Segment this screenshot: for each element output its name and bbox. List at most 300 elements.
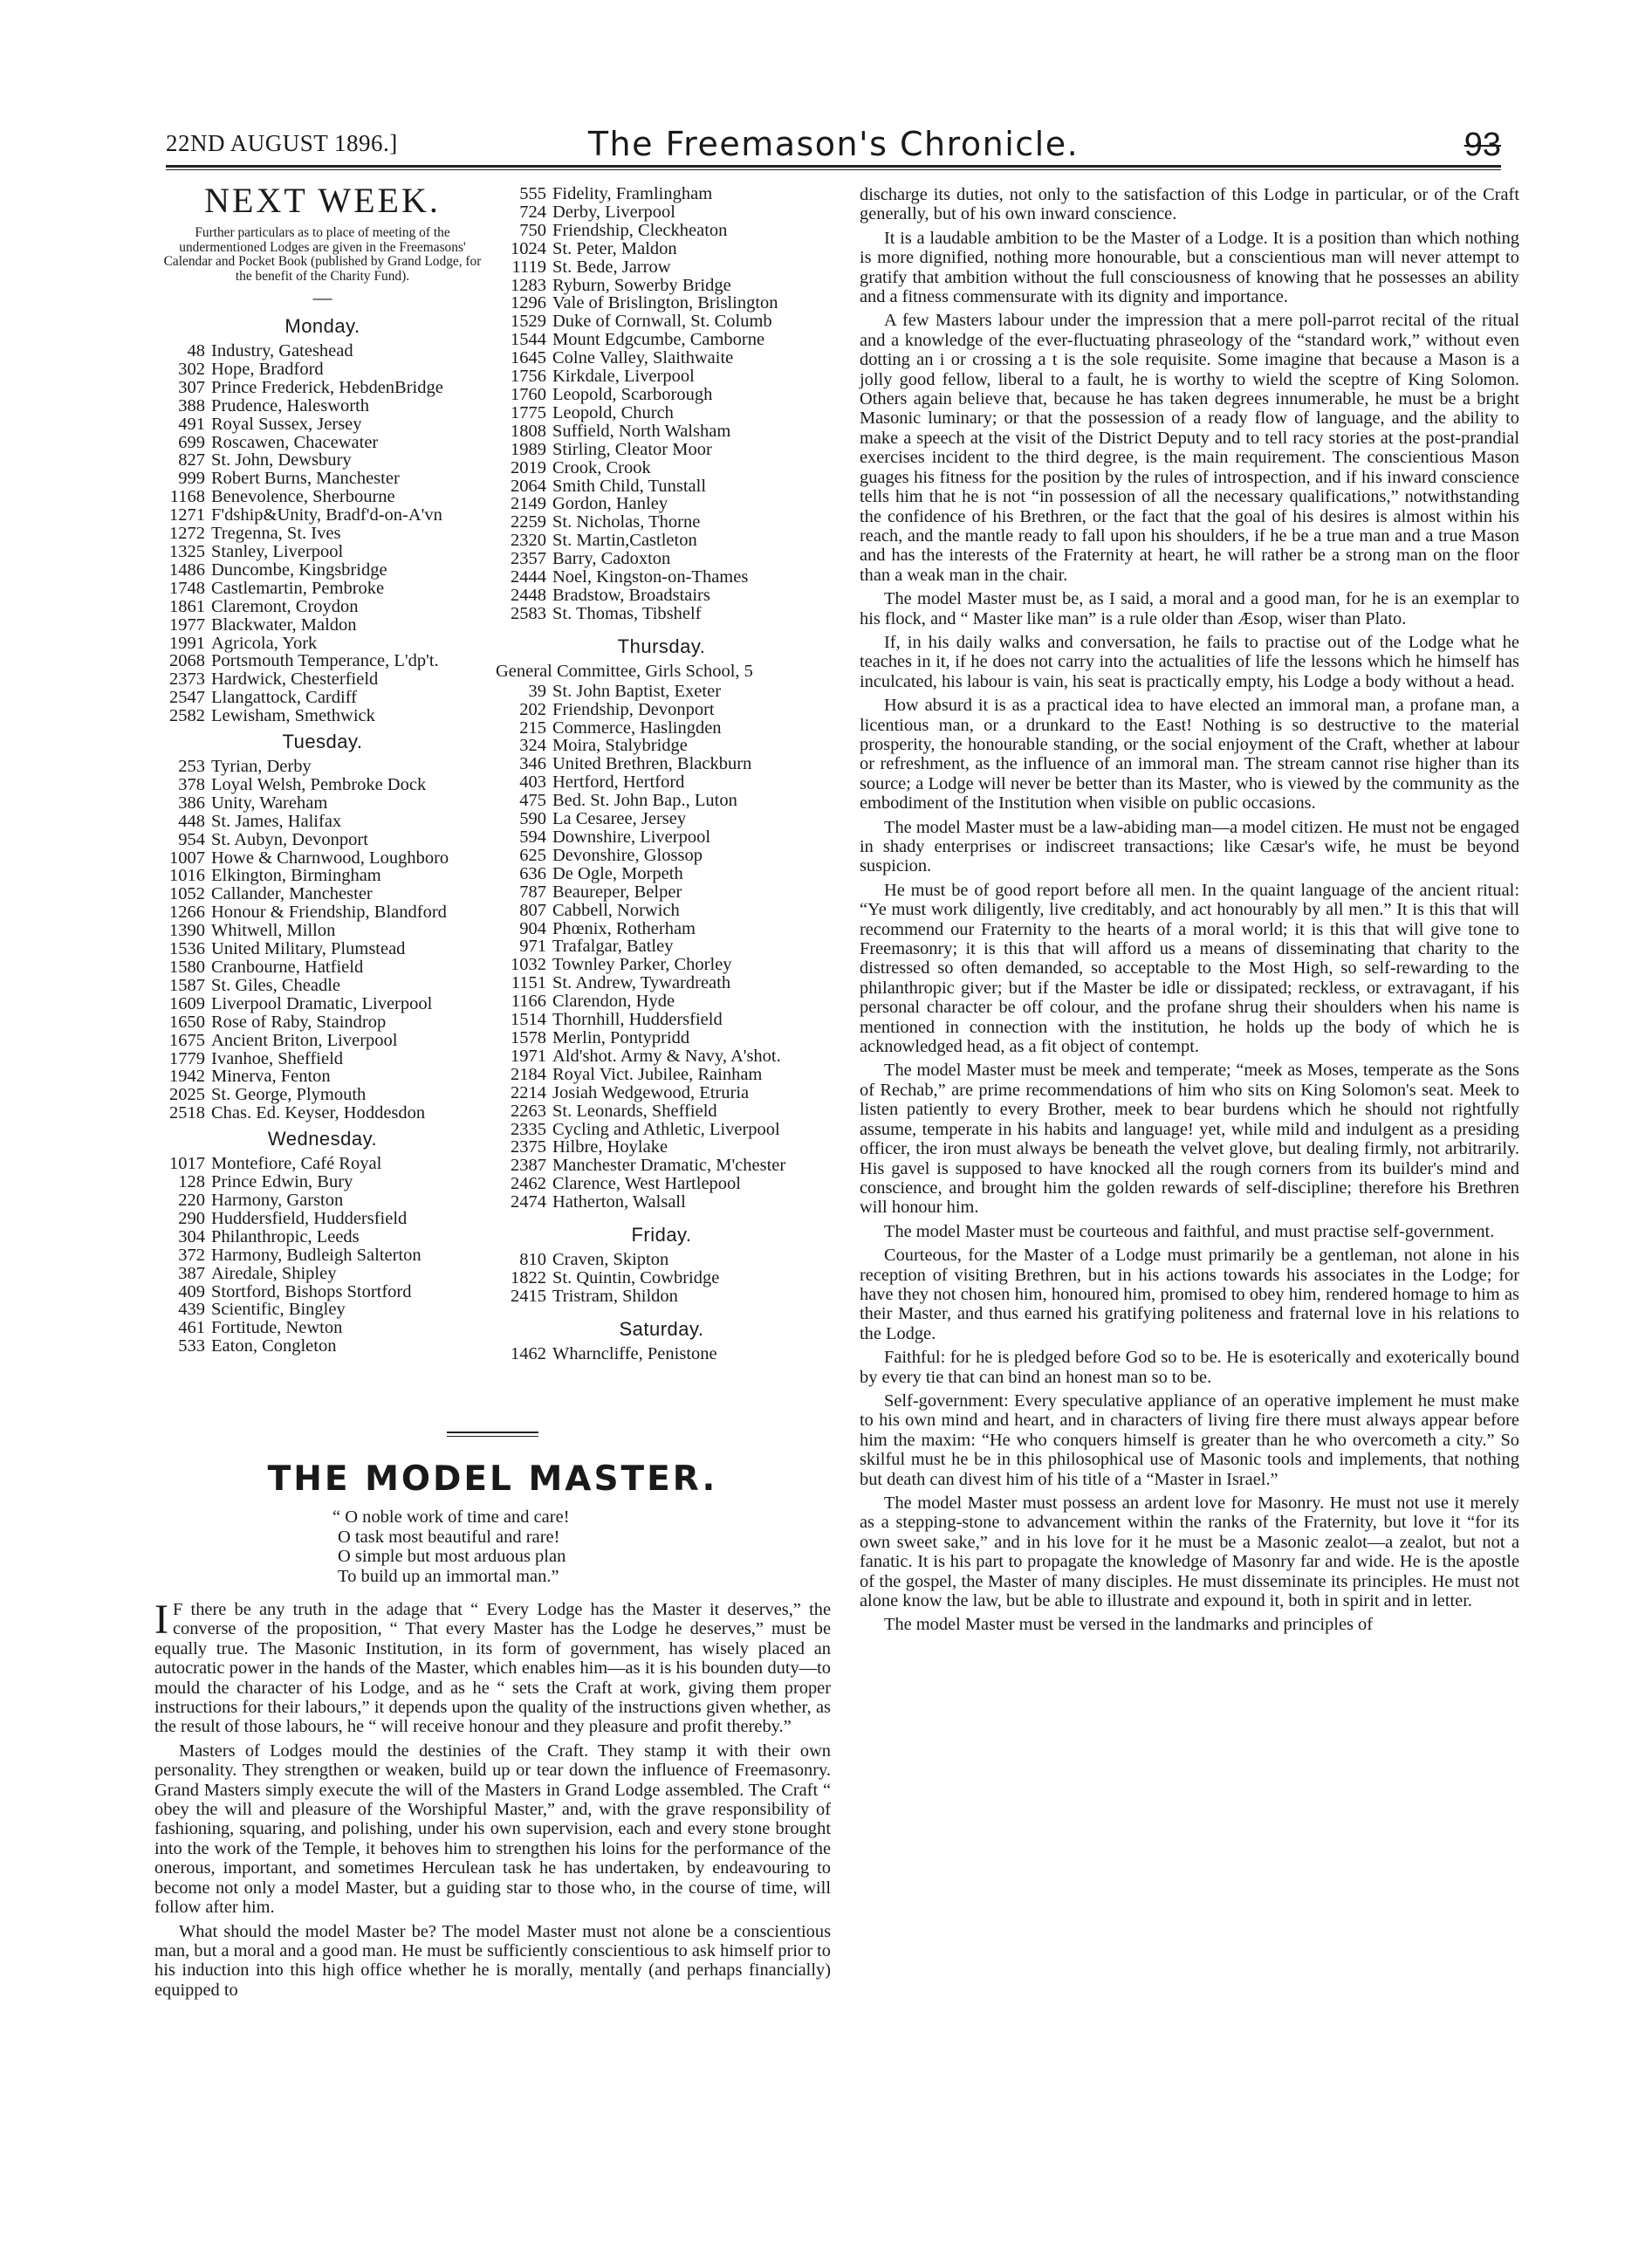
lodge-number: 475 (519, 791, 546, 811)
article-paragraph: If, in his daily walks and conversation, he fails to practise out of the Lodge what he teaches in it, if he does not carry into the actualities of life the lessons which he himself has inculcated, his labour is vain, his seat is practically empty, his Lodge a body without a head. (860, 632, 1519, 691)
lodge-number: 2335 (511, 1119, 546, 1139)
lodge-name: United Military, Plumstead (211, 939, 406, 959)
lodge-entry (496, 810, 827, 828)
lodge-number: 202 (519, 699, 546, 719)
lodge-number: 807 (519, 900, 546, 920)
article-title: THE MODEL MASTER. (267, 1459, 718, 1499)
lodge-name: Leopold, Church (552, 402, 674, 422)
lodge-name: Gordon, Hanley (552, 494, 668, 514)
lodge-entry (154, 506, 490, 525)
lodge-name: Stanley, Liverpool (211, 541, 344, 561)
lodge-number: 1989 (511, 439, 546, 459)
lodge-entry (154, 1068, 490, 1086)
lodge-entry (154, 1319, 490, 1337)
lodge-name: St. Nicholas, Thorne (552, 512, 701, 532)
lodge-number: 1017 (169, 1154, 205, 1174)
lodge-number: 2444 (511, 567, 546, 587)
lodge-entry (496, 992, 827, 1011)
lodge-name: Ryburn, Sowerby Bridge (552, 275, 731, 295)
lodge-entry (496, 792, 827, 810)
lodge-name: Liverpool Dramatic, Liverpool (211, 993, 433, 1013)
lodge-number: 810 (519, 1250, 546, 1270)
lodge-entry (154, 635, 490, 653)
lodge-name: St. Thomas, Tibshelf (552, 603, 702, 623)
lodge-number: 1609 (169, 993, 205, 1013)
lodge-entry (154, 867, 490, 885)
lodge-number: 2214 (511, 1082, 546, 1102)
lodge-entry (154, 1173, 490, 1191)
day-heading-thursday: Thursday. (617, 635, 706, 657)
lodge-number: 1536 (169, 939, 205, 959)
lodge-number: 1756 (511, 367, 546, 387)
lodge-name: Harmony, Garston (211, 1190, 344, 1210)
day-heading-monday: Monday. (284, 315, 360, 337)
lodge-number: 2375 (511, 1137, 546, 1157)
lodge-entry (154, 580, 490, 598)
lodge-name: St. Bede, Jarrow (552, 257, 671, 277)
lodge-name: Cycling and Athletic, Liverpool (552, 1119, 780, 1139)
lodge-name: Stirling, Cleator Moor (552, 439, 712, 459)
lodge-entry (496, 331, 827, 349)
lodge-name: Hertford, Hertford (552, 772, 685, 793)
lodge-number: 2263 (511, 1101, 546, 1121)
lodge-entry (154, 1086, 490, 1104)
lodge-number: 2582 (169, 706, 205, 726)
article-paragraph: The model Master must be a law-abiding man—a model citizen. He must not be engaged in shady enterprises or indiscreet transactions; like Cæsar's wife, he must be beyond suspicion. (860, 817, 1519, 876)
lodge-entry (496, 605, 827, 623)
article-right (860, 185, 1519, 1639)
lodge-entry (154, 813, 490, 831)
lodge-name: St. Martin,Castleton (552, 531, 697, 551)
article-paragraph: How absurd it is as a practical idea to have elected an immoral man, a profane man, a licentious man, or a drunkard to the East! Nothing is so destructive to the material prosperity, the honourable standing, or the social enjoyment of the Craft, whether at labour or refreshment, as the influence of an immoral man. The stream cannot rise higher than its source; a Lodge will never be better than its Master, who is viewed by the community as the embodiment of the Institution when visible on public occasions. (860, 696, 1519, 814)
lodge-entry (496, 185, 827, 203)
lodge-entry (154, 922, 490, 940)
lodge-name: La Cesaree, Jersey (552, 809, 687, 829)
lodge-number: 378 (178, 774, 205, 794)
lodge-number: 636 (519, 863, 546, 883)
lodge-number: 2583 (511, 603, 546, 623)
lodge-entry (154, 849, 490, 868)
lodge-name: Duncombe, Kingsbridge (211, 560, 387, 580)
lodge-entry (496, 920, 827, 938)
lodge-entry (496, 1157, 827, 1175)
lodge-entry (496, 240, 827, 258)
lodge-name: Callander, Manchester (211, 884, 373, 904)
article-paragraph: The model Master must be, as I said, a moral and a good man, for he is an exemplar to his flock, and “ Master like man” is a rule older than Æsop, wiser than Plato. (860, 589, 1519, 628)
lodge-name: Hatherton, Walsall (552, 1192, 686, 1212)
lodge-list-friday (496, 1251, 827, 1306)
lodge-name: Benevolence, Sherbourne (211, 487, 395, 507)
article-left (154, 1432, 831, 2004)
lodge-entry (496, 513, 827, 532)
lodge-name: De Ogle, Morpeth (552, 863, 683, 883)
lodge-entry (154, 670, 490, 689)
article-paragraph: Courteous, for the Master of a Lodge must primarily be a gentleman, not alone in his reception of visiting Brethren, but in his actions towards his associates in the Lodge; for have they not chosen him, honoured him, promised to obey him, rendered homage to him as their Master, and thus earned his gratifying politeness and fraternal love in his relations to the Lodge. (860, 1246, 1519, 1343)
lodge-entry (154, 1032, 490, 1050)
article-epigraph (332, 1507, 831, 1586)
lodge-entry (154, 652, 490, 670)
lodge-list-tuesday (154, 758, 490, 1123)
article-paragraph: He must be of good report before all men. In the quaint language of the ancient ritual: “Ye must work diligently, live creditably, and act honourably by all men.” It is this that will recommend our Fraternity to the hearts of a moral world; it is this that will give tone to Freemasonry; it is this that will afford us a means of disseminating that charity to the distressed so often demanded, so acceptable to the Most High, so self-rewarding to the philanthropic giver; but if the Master be idle or dissipated; reckless, or extravagant, if his personal character be off colour, and the profane shrug their shoulders when his name is mentioned in connection with the institution, he holds up the body of which he is acknowledged head, as a fit object of contempt. (860, 880, 1519, 1057)
lodge-entry (496, 349, 827, 367)
lodge-name: Kirkdale, Liverpool (552, 367, 695, 387)
lodge-entry (154, 707, 490, 725)
lodge-entry (154, 379, 490, 397)
lodge-number: 1650 (169, 1012, 205, 1032)
lodge-name: Cabbell, Norwich (552, 900, 680, 920)
lodge-number: 1462 (511, 1343, 546, 1363)
lodge-list-tuesday-cont (496, 185, 827, 623)
lodge-name: Montefiore, Café Royal (211, 1154, 382, 1174)
lodge-entry (496, 1047, 827, 1066)
lodge-number: 1748 (169, 578, 205, 598)
lodge-number: 1544 (511, 330, 546, 350)
lodge-entry (496, 937, 827, 956)
lodge-number: 1645 (511, 348, 546, 368)
lodge-entry (496, 386, 827, 404)
lodge-number: 2373 (169, 669, 205, 690)
lodge-number: 220 (178, 1190, 205, 1210)
lodge-name: St. Leonards, Sheffield (552, 1101, 717, 1121)
lodge-entry (496, 1121, 827, 1139)
lodge-number: 448 (178, 811, 205, 831)
lodge-name: Claremont, Croydon (211, 596, 359, 616)
lodge-entry (154, 561, 490, 580)
lodge-entry (496, 367, 827, 386)
lodge-entry (154, 1246, 490, 1265)
lodge-number: 2357 (511, 549, 546, 569)
lodge-number: 491 (178, 414, 205, 434)
lodge-number: 1578 (511, 1027, 546, 1047)
lodge-name: Crook, Crook (552, 457, 651, 477)
lodge-name: United Brethren, Blackburn (552, 754, 752, 774)
lodge-number: 386 (178, 793, 205, 813)
lodge-name: Industry, Gateshead (211, 341, 353, 360)
lodge-entry (496, 422, 827, 441)
poem-line: O task most beautiful and rare! (338, 1527, 560, 1547)
lodge-name: Scientific, Bingley (211, 1300, 346, 1320)
lodge-entry (496, 1193, 827, 1212)
lodge-name: Loyal Welsh, Pembroke Dock (211, 774, 427, 794)
lodge-name: Commerce, Haslingden (552, 718, 722, 738)
lodge-name: Llangattock, Cardiff (211, 688, 357, 708)
lodge-name: Roscawen, Chacewater (211, 432, 379, 452)
lodge-name: Friendship, Cleckheaton (552, 220, 728, 240)
lodge-name: Whitwell, Millon (211, 921, 336, 941)
lodge-number: 1007 (169, 848, 205, 868)
lodge-name: Derby, Liverpool (552, 202, 675, 222)
lodge-name: Royal Vict. Jubilee, Rainham (552, 1064, 763, 1084)
lodge-entry (154, 451, 490, 470)
lodge-name: Moira, Stalybridge (552, 736, 688, 756)
lodge-name: St. James, Halifax (211, 811, 342, 831)
lodge-number: 48 (187, 341, 205, 360)
lodge-list-saturday (496, 1345, 827, 1363)
lodge-name: Noel, Kingston-on-Thames (552, 567, 749, 587)
lodge-entry (496, 1011, 827, 1029)
article-paragraph: The model Master must be courteous and faithful, and must practise self-government. (884, 1221, 1495, 1241)
lodge-entry (496, 1345, 827, 1363)
lodge-number: 904 (519, 918, 546, 938)
lodge-number: 750 (519, 220, 546, 240)
lodge-name: St. Andrew, Tywardreath (552, 973, 731, 993)
lodge-entry (496, 258, 827, 277)
lodge-name: Hilbre, Hoylake (552, 1137, 668, 1157)
lodge-name: Ancient Briton, Liverpool (211, 1030, 398, 1050)
lodge-name: Howe & Charnwood, Loughboro (211, 848, 449, 868)
lodge-entry (154, 543, 490, 561)
lodge-number: 1977 (169, 615, 205, 635)
lodge-entry (154, 525, 490, 543)
drop-cap: I (154, 1596, 168, 1643)
lodge-entry (154, 342, 490, 360)
article-paragraph: Self-government: Every speculative appliance of an operative implement he must make to his own mind and heart, and in characters of living fire there must always appear before him the maxim: “He who conquers himself is greater than he who overcometh a city.” So skilful must he be in this philosophical use of Masonic tools and implements, that nothing but death can divest him of his title of a “Master in Israel.” (860, 1390, 1519, 1489)
lodge-name: Devonshire, Glossop (552, 845, 703, 865)
lodge-name: Castlemartin, Pembroke (211, 578, 385, 598)
lodge-name: Manchester Dramatic, M'chester (552, 1156, 786, 1176)
lodge-entry (496, 568, 827, 587)
lodge-name: Beaureper, Belper (552, 882, 682, 902)
lodge-name: Colne Valley, Slaithwaite (552, 348, 734, 368)
lodge-name: Wharncliffe, Penistone (552, 1343, 717, 1363)
lodge-name: Vale of Brislington, Brislington (552, 293, 778, 313)
lodge-entry (496, 1029, 827, 1047)
lodge-entry (154, 885, 490, 903)
lodge-name: Tyrian, Derby (211, 757, 312, 777)
lodge-entry (496, 847, 827, 865)
lodge-entry (154, 903, 490, 922)
lodge-entry (496, 277, 827, 295)
lodge-entry (154, 831, 490, 849)
lodge-entry (154, 360, 490, 379)
lodge-number: 304 (178, 1226, 205, 1246)
lodge-number: 1587 (169, 975, 205, 995)
lodge-entry (496, 222, 827, 240)
lodge-number: 409 (178, 1281, 205, 1301)
lodge-entry (154, 977, 490, 995)
lodge-list-thursday (496, 683, 827, 1212)
lodge-number: 302 (178, 359, 205, 379)
lodge-entry (496, 974, 827, 992)
lodge-entry (154, 794, 490, 813)
lodge-entry (154, 1013, 490, 1032)
lodge-name: Honour & Friendship, Blandford (211, 903, 447, 923)
lodge-list-monday (154, 342, 490, 725)
page-header (166, 125, 1501, 163)
lodge-name: Friendship, Devonport (552, 699, 715, 719)
lodge-number: 625 (519, 845, 546, 865)
article-paragraph: It is a laudable ambition to be the Master of a Lodge. It is a position than which nothing is more dignified, nothing more honourable, but a conscientious man will never attempt to gratify that ambition without the full consciousness of knowing that he possesses an ability and a fitness commensurate with its dignity and importance. (860, 228, 1519, 307)
lodge-number: 1052 (169, 884, 205, 904)
lodge-name: Clarendon, Hyde (552, 992, 675, 1012)
lodge-number: 533 (178, 1336, 205, 1356)
article-paragraph: discharge its duties, not only to the satisfaction of this Lodge in particular, or of the Craft generally, but of his own inward conscience. (860, 185, 1519, 224)
lodge-number: 1016 (169, 866, 205, 886)
lodge-name: Downshire, Liverpool (552, 827, 711, 847)
lodge-number: 2184 (511, 1064, 546, 1084)
lodge-number: 1808 (511, 421, 546, 441)
lodge-name: Merlin, Pontypridd (552, 1027, 690, 1047)
lodge-name: Stortford, Bishops Stortford (211, 1281, 412, 1301)
lodge-number: 1675 (169, 1030, 205, 1050)
lodge-name: Bradstow, Broadstairs (552, 585, 710, 605)
lodge-entry (154, 1191, 490, 1210)
lodge-entry (154, 488, 490, 506)
lodge-number: 2448 (511, 585, 546, 605)
lodge-number: 1991 (169, 633, 205, 653)
lodge-name: St. Aubyn, Devonport (211, 829, 368, 849)
lodge-number: 1119 (511, 257, 546, 277)
day-heading-tuesday: Tuesday. (282, 731, 363, 753)
lodge-name: Ivanhoe, Sheffield (211, 1048, 344, 1068)
lodge-entry (154, 995, 490, 1013)
lodge-name: Rose of Raby, Staindrop (211, 1012, 387, 1032)
lodge-name: St. Giles, Cheadle (211, 975, 341, 995)
article-paragraph (154, 1596, 831, 1737)
lodge-number: 699 (178, 432, 205, 452)
lodge-name: Tregenna, St. Ives (211, 524, 341, 544)
lodge-name: Thornhill, Huddersfield (552, 1010, 723, 1030)
lodge-number: 1272 (169, 524, 205, 544)
lodge-entry (496, 1084, 827, 1102)
lodge-name: Huddersfield, Huddersfield (211, 1208, 408, 1228)
lodge-entry (496, 1138, 827, 1157)
lodge-number: 215 (519, 718, 546, 738)
article-paragraph: What should the model Master be? The model Master must not alone be a conscientious man, but a moral and a good man. He must be sufficiently conscientious to ask himself prior to his induction into this high office whether he is morally, mentally (and perhaps financially) equipped to (154, 1921, 831, 2000)
lodge-number: 387 (178, 1263, 205, 1283)
lodge-number: 2259 (511, 512, 546, 532)
lodge-name: Harmony, Budleigh Salterton (211, 1245, 422, 1265)
lodge-number: 128 (178, 1172, 205, 1192)
lodge-name: Townley Parker, Chorley (552, 955, 732, 975)
lodge-name: Blackwater, Maldon (211, 615, 357, 635)
lodge-number: 2320 (511, 531, 546, 551)
lodge-name: Clarence, West Hartlepool (552, 1174, 741, 1194)
lodge-number: 1266 (169, 903, 205, 923)
lodge-number: 1271 (169, 505, 205, 525)
lodge-name: St. George, Plymouth (211, 1085, 367, 1105)
lodge-entry (154, 1301, 490, 1319)
lodge-number: 1529 (511, 312, 546, 332)
lodge-number: 2019 (511, 457, 546, 477)
lodge-name: Prince Edwin, Bury (211, 1172, 353, 1192)
header-rule-thin (166, 169, 1501, 170)
lodge-name: Agricola, York (211, 633, 318, 653)
lodge-number: 724 (519, 202, 546, 222)
lodge-name: Trafalgar, Batley (552, 937, 674, 957)
lodge-entry (154, 1050, 490, 1068)
next-week-heading: NEXT WEEK. (204, 181, 441, 220)
lodge-number: 2387 (511, 1156, 546, 1176)
lodge-entry (154, 940, 490, 958)
lodge-number: 2415 (511, 1286, 546, 1306)
lodge-name: Royal Sussex, Jersey (211, 414, 362, 434)
lodge-entry (154, 758, 490, 776)
lodge-number: 372 (178, 1245, 205, 1265)
lodge-name: Duke of Cornwall, St. Columb (552, 312, 772, 332)
day-heading-saturday: Saturday. (619, 1317, 704, 1340)
lodge-entry (154, 776, 490, 794)
lodge-name: Josiah Wedgewood, Etruria (552, 1082, 750, 1102)
article-paragraph: Masters of Lodges mould the destinies of the Craft. They stamp it with their own personality. They strengthen or weaken, build up or tear down the influence of Freemasonry. Grand Masters simply execute the will of the Masters in Grand Lodge assembled. The Craft “ obey the will and pleasure of the Worshipful Master,” and, with the grave responsibility of fashioning, squaring, and polishing, under his own supervision, each and every stone brought into the work of the Temple, it behoves him to strengthen his loins for the performance of the onerous, important, and sometimes Herculean task he has undertaken, by endeavouring to become not only a model Master, but a guiding star to those who, in the course of time, will follow after him. (154, 1741, 831, 1918)
lodge-entry (496, 737, 827, 755)
lodge-name: F'dship&Unity, Bradf'd-on-A'vn (211, 505, 442, 525)
lodge-name: Hardwick, Chesterfield (211, 669, 379, 690)
lodge-name: Barry, Cadoxton (552, 549, 671, 569)
lodge-entry (496, 755, 827, 773)
article-paragraph: The model Master must be meek and temperate; “meek as Moses, temperate as the Sons of Rechab,” are prime recommendations of him who sits on King Solomon's seat. Meek to listen patiently to every Brother, meek to bear burdens which he should not rightfully assume, temperate in his habits and language! yet, while mild and indulgent as a presiding officer, the iron must always be beneath the velvet glove, but dealing firmly, not arbitrarily. His gavel is supposed to have knocked all the rough corners from its builder's mind and conscience, and brought him the golden rewards of self-discipline; therefore his Brethren will honour him. (860, 1061, 1519, 1218)
lodge-number: 1024 (511, 238, 546, 258)
lodge-name: Elkington, Birmingham (211, 866, 381, 886)
lodge-name: St. Peter, Maldon (552, 238, 677, 258)
poem-line: To build up an immortal man.” (338, 1566, 559, 1586)
lodge-number: 827 (178, 450, 205, 470)
lodge-name: Unity, Wareham (211, 793, 328, 813)
lodge-entry (154, 689, 490, 707)
lodge-number: 1580 (169, 958, 205, 977)
lodge-number: 2025 (169, 1085, 205, 1105)
lodge-entry (496, 1066, 827, 1084)
lodge-number: 1942 (169, 1067, 205, 1087)
lodge-number: 1168 (169, 487, 205, 507)
lodge-number: 388 (178, 395, 205, 415)
lodge-name: St. John, Dewsbury (211, 450, 352, 470)
lodge-number: 439 (178, 1300, 205, 1320)
article-paragraph-text: F there be any truth in the adage that “ Every Lodge has the Master it deserves,” the converse of the proposition, “ That every Master has the Lodge he deserves,” must be equally true. The Masonic Institution, in its form of government, has wisely placed an autocratic power in the hands of the Master, which enables him—as it is his bounden duty—to mould the character of his Lodge, and as he “ sets the Craft at work, giving them proper instructions for their labours,” it depends upon the quality of the instructions given whether, as the result of those labours, he “ will receive honour and they pleasure and profit thereby.” (154, 1600, 831, 1737)
thursday-note: General Committee, Girls School, 5 (496, 661, 753, 681)
lodge-number: 324 (519, 736, 546, 756)
lodge-entry (496, 1251, 827, 1269)
article-separator (447, 1432, 538, 1437)
lodge-entry (154, 434, 490, 452)
lodge-number: 2064 (511, 476, 546, 496)
lodge-name: Suffield, North Walsham (552, 421, 731, 441)
lodge-number: 590 (519, 809, 546, 829)
lodge-number: 1296 (511, 293, 546, 313)
lodge-entry (496, 532, 827, 550)
lodge-entry (496, 312, 827, 331)
lodge-number: 1760 (511, 384, 546, 404)
lodge-name: Cranbourne, Hatfield (211, 958, 364, 977)
lodge-entry (496, 1102, 827, 1121)
lodge-name: Craven, Skipton (552, 1250, 669, 1270)
lodge-entry (496, 956, 827, 974)
lodge-entry (496, 477, 827, 496)
next-week-column-2 (496, 185, 827, 1363)
lodge-number: 594 (519, 827, 546, 847)
lodge-number: 346 (519, 754, 546, 774)
lodge-number: 253 (178, 757, 205, 777)
lodge-number: 787 (519, 882, 546, 902)
poem-line: “ O noble work of time and care! (332, 1507, 570, 1527)
lodge-entry (154, 598, 490, 616)
lodge-entry (154, 415, 490, 434)
lodge-entry (496, 441, 827, 459)
lodge-entry (496, 902, 827, 920)
lodge-entry (496, 1287, 827, 1306)
lodge-number: 1779 (169, 1048, 205, 1068)
lodge-name: St. Quintin, Cowbridge (552, 1267, 720, 1287)
lodge-number: 555 (519, 184, 546, 203)
lodge-entry (154, 470, 490, 488)
lodge-number: 403 (519, 772, 546, 793)
lodge-entry (154, 1283, 490, 1301)
lodge-entry (496, 404, 827, 422)
day-heading-friday: Friday. (631, 1224, 692, 1246)
lodge-name: Fidelity, Framlingham (552, 184, 713, 203)
lodge-entry (154, 1265, 490, 1283)
lodge-list-wednesday (154, 1155, 490, 1356)
